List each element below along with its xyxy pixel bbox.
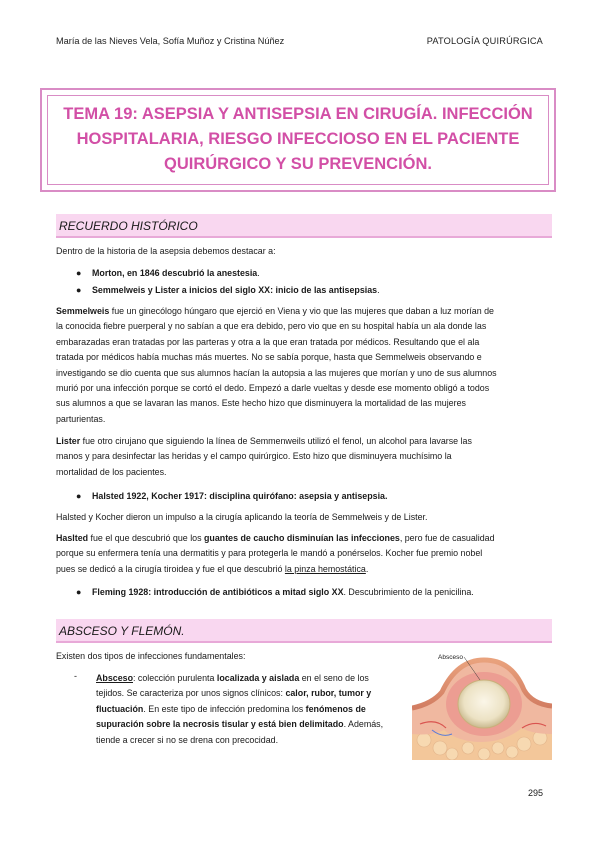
- page-number: 295: [527, 788, 543, 798]
- page-title: TEMA 19: ASEPSIA Y ANTISEPSIA EN CIRUGÍA. INFECCIÓN HOSPITALARIA, RIESGO INFECCIOSO EN EL PACIENTE QUIRÚRGICO Y SU PREVENCIÓN.: [63, 105, 533, 173]
- paragraph-lister: Lister fue otro cirujano que siguiendo la línea de Semmenweils utilizó el fenol, un alcohol para lavarse las manos y para desinfectar las heridas y el campo quirúrgico. Esto hizo que disminuyera muchísimo la mortalidad de los pacientes.: [56, 436, 472, 477]
- pinza-hemostatica-link: la pinza hemostática: [284, 563, 366, 574]
- list-dash: -: [74, 671, 77, 681]
- section2-intro: Existen dos tipos de infecciones fundamentales:: [56, 651, 246, 661]
- authors: María de las Nieves Vela, Sofía Muñoz y Cristina Núñez: [56, 36, 285, 46]
- section1-intro: Dentro de la historia de la asepsia debemos destacar a:: [56, 246, 276, 256]
- subject: PATOLOGÍA QUIRÚRGICA: [426, 36, 543, 46]
- section-heading-recuerdo: RECUERDO HISTÓRICO: [56, 214, 552, 238]
- paragraph-semmelweis: Semmelweis fue un ginecólogo húngaro que ejerció en Viena y vio que las mujeres que daban a luz morían de la conocida fiebre puerperal y no sabían a que era debido, pero vio que en su hospital había un ala donde las embarazadas eran tratadas por las parteras y otra a la que eran tratada por médicos. Resultando que el ala tratada por médicos había muchas más muertes. No se sabía porque, hasta que Semmelweis observando e investigando se dio cuenta que sus alumnos hacían la autopsia a las mujeres que morían y uno de sus alumnos murió por una infección porque se cortó el dedo. Empezó a darle vueltas y desde ese momento obligó a todos sus alumnos a que se lavaran las manos. Este hecho hizo que disminuyera la mortalidad de las mujeres parturientas.: [56, 306, 497, 424]
- bullet-icon: ●: [76, 268, 82, 278]
- figure-label: Absceso: [438, 654, 463, 661]
- bullet-icon: ●: [76, 285, 82, 295]
- paragraph-absceso: Absceso: colección purulenta localizada y aislada en el seno de los tejidos. Se caracteriza por unos signos clínicos: calor, rubor, tumor y fluctuación. En este tipo de infección predomina los fenómenos de supuración sobre la necrosis tisular y está bien delimitado. Además, tiende a crecer si no se drena con precocidad.: [96, 673, 384, 745]
- paragraph-hasted: Haslted fue el que descubrió que los guantes de caucho disminuían las infecciones, pero fue de casualidad porque su enfermera tenía una dermatitis y para protegerla le mandó a ponérselos. Kocher fue premio nobel pues se dedicó a la cirugía tiroidea y fue el que descubrió la pinza hemostática.: [56, 533, 495, 574]
- abscess-illustration: [412, 648, 552, 760]
- bullet-icon: ●: [76, 491, 82, 501]
- bullet-icon: ●: [76, 587, 82, 597]
- title-box: [40, 88, 556, 192]
- section-heading-absceso: ABSCESO Y FLEMÓN.: [56, 619, 552, 643]
- paragraph-halsted-kocher: Halsted y Kocher dieron un impulso a la cirugía aplicando la teoría de Semmelweis y de Lister.: [56, 512, 428, 522]
